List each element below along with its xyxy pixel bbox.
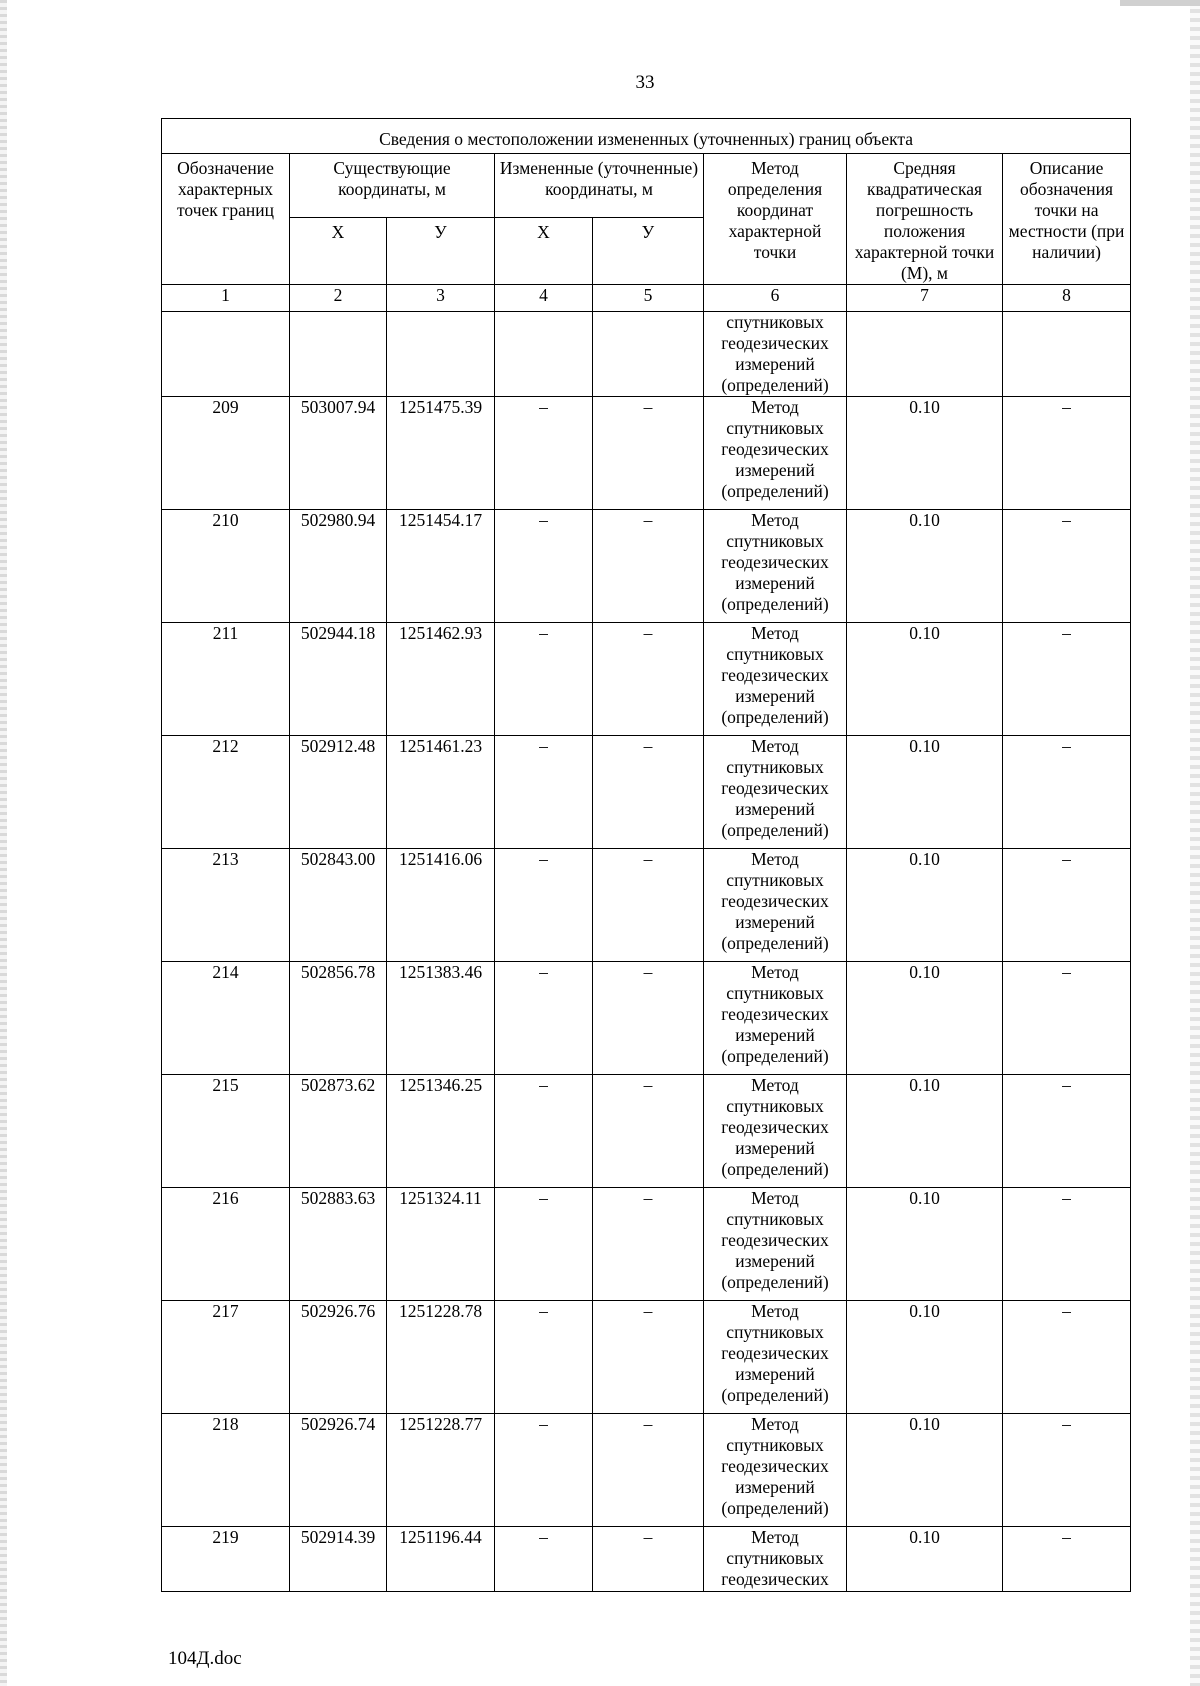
cell-method: Метод спутниковых геодезических измерений (определений) (704, 1075, 847, 1188)
footer-filename: 104Д.doc (168, 1648, 242, 1669)
table-title: Сведения о местоположении измененных (уточненных) границ объекта (162, 119, 1131, 154)
cell-y: 1251228.77 (387, 1414, 495, 1527)
cell-new-x: – (495, 397, 593, 510)
cell-y: 1251462.93 (387, 623, 495, 736)
table-row (162, 736, 1131, 849)
cell-x: 502914.39 (290, 1527, 387, 1592)
cell-x: 503007.94 (290, 397, 387, 510)
scan-edge-left (0, 0, 7, 1686)
cell-description: – (1003, 510, 1131, 623)
column-number: 7 (847, 285, 1003, 312)
cell-new-y: – (593, 1301, 704, 1414)
cell-point: 210 (162, 510, 290, 623)
table-row (162, 510, 1131, 623)
cell-new-x: – (495, 962, 593, 1075)
cell-method: Метод спутниковых геодезических измерений (определений) (704, 623, 847, 736)
cell-y: 1251461.23 (387, 736, 495, 849)
cell-method: Метод спутниковых геодезических измерений (определений) (704, 1414, 847, 1527)
table-row (162, 1075, 1131, 1188)
cell-method: Метод спутниковых геодезических измерений (определений) (704, 736, 847, 849)
cell-new-y: – (593, 510, 704, 623)
table-row (162, 397, 1131, 510)
cell-description: – (1003, 1527, 1131, 1592)
cell-new-x: – (495, 623, 593, 736)
cell-description: – (1003, 1075, 1131, 1188)
cell-x: 502912.48 (290, 736, 387, 849)
cell-method: Метод спутниковых геодезических измерений (определений) (704, 849, 847, 962)
cell-new-y: – (593, 623, 704, 736)
cell-description: – (1003, 849, 1131, 962)
table-row (162, 962, 1131, 1075)
cell-new-y: – (593, 1527, 704, 1592)
cell-new-y: – (593, 962, 704, 1075)
cell-new-y: – (593, 1075, 704, 1188)
cell-point: 216 (162, 1188, 290, 1301)
cell-x: 502926.76 (290, 1301, 387, 1414)
cell-description: – (1003, 962, 1131, 1075)
cell-error: 0.10 (847, 1301, 1003, 1414)
cell-x: 502873.62 (290, 1075, 387, 1188)
column-number: 4 (495, 285, 593, 312)
header-changed-y: У (593, 218, 704, 285)
cell-empty (1003, 312, 1131, 397)
cell-method: Метод спутниковых геодезических измерений (определений) (704, 1301, 847, 1414)
cell-point: 211 (162, 623, 290, 736)
cell-point: 217 (162, 1301, 290, 1414)
cell-x: 502926.74 (290, 1414, 387, 1527)
cell-y: 1251383.46 (387, 962, 495, 1075)
cell-description: – (1003, 1188, 1131, 1301)
cell-new-x: – (495, 510, 593, 623)
cell-point: 212 (162, 736, 290, 849)
scan-edge-right (1190, 0, 1200, 1686)
cell-x: 502843.00 (290, 849, 387, 962)
cell-point: 215 (162, 1075, 290, 1188)
cell-error: 0.10 (847, 510, 1003, 623)
cell-point: 209 (162, 397, 290, 510)
column-number: 8 (1003, 285, 1131, 312)
cell-y: 1251416.06 (387, 849, 495, 962)
cell-error: 0.10 (847, 1075, 1003, 1188)
cell-new-x: – (495, 1301, 593, 1414)
table-row (162, 1414, 1131, 1527)
cell-new-y: – (593, 849, 704, 962)
cell-empty (495, 312, 593, 397)
header-method: Метод определения координат характерной точки (704, 154, 847, 285)
cell-method: Метод спутниковых геодезических измерений (определений) (704, 397, 847, 510)
cell-method: Метод спутниковых геодезических измерений (определений) (704, 510, 847, 623)
cell-empty (162, 312, 290, 397)
cell-empty (387, 312, 495, 397)
column-number: 5 (593, 285, 704, 312)
cell-point: 219 (162, 1527, 290, 1592)
header-mean-square-error: Средняя квадратическая погрешность положения характерной точки (М), м (847, 154, 1003, 285)
column-number: 1 (162, 285, 290, 312)
cell-y: 1251324.11 (387, 1188, 495, 1301)
header-existing-y: У (387, 218, 495, 285)
column-numbers-row (162, 285, 1131, 312)
page-number: 33 (635, 72, 655, 93)
header-changed-coordinates: Измененные (уточненные) координаты, м (495, 154, 704, 218)
cell-method: Метод спутниковых геодезических измерений (определений) (704, 962, 847, 1075)
cell-new-x: – (495, 736, 593, 849)
cell-y: 1251475.39 (387, 397, 495, 510)
cell-x: 502944.18 (290, 623, 387, 736)
header-existing-coordinates: Существующие координаты, м (290, 154, 495, 218)
cell-description: – (1003, 736, 1131, 849)
table-row (162, 1527, 1131, 1592)
cell-error: 0.10 (847, 1188, 1003, 1301)
cell-y: 1251196.44 (387, 1527, 495, 1592)
cell-method: Метод спутниковых геодезических (704, 1527, 847, 1592)
cell-description: – (1003, 1414, 1131, 1527)
cell-empty (847, 312, 1003, 397)
cell-point: 214 (162, 962, 290, 1075)
cell-x: 502883.63 (290, 1188, 387, 1301)
cell-new-x: – (495, 1527, 593, 1592)
cell-new-x: – (495, 1414, 593, 1527)
table-row (162, 623, 1131, 736)
table-body (162, 119, 1131, 1592)
cell-new-y: – (593, 1188, 704, 1301)
cell-new-y: – (593, 736, 704, 849)
scan-edge-top (1120, 0, 1200, 6)
cell-point: 218 (162, 1414, 290, 1527)
cell-error: 0.10 (847, 1527, 1003, 1592)
header-existing-x: Х (290, 218, 387, 285)
cell-error: 0.10 (847, 623, 1003, 736)
header-description: Описание обозначения точки на местности (при наличии) (1003, 154, 1131, 285)
table-row (162, 1188, 1131, 1301)
cell-new-y: – (593, 397, 704, 510)
cell-method: спутниковых геодезических измерений (определений) (704, 312, 847, 397)
cell-description: – (1003, 623, 1131, 736)
cell-error: 0.10 (847, 1414, 1003, 1527)
cell-description: – (1003, 397, 1131, 510)
cell-new-y: – (593, 1414, 704, 1527)
cell-new-x: – (495, 1188, 593, 1301)
column-number: 2 (290, 285, 387, 312)
column-number: 3 (387, 285, 495, 312)
table-row (162, 1301, 1131, 1414)
header-point-designation: Обозначение характерных точек границ (162, 154, 290, 285)
cell-new-x: – (495, 849, 593, 962)
cell-description: – (1003, 1301, 1131, 1414)
boundary-points-table (161, 118, 1131, 1592)
cell-error: 0.10 (847, 849, 1003, 962)
cell-y: 1251454.17 (387, 510, 495, 623)
cell-point: 213 (162, 849, 290, 962)
table-row (162, 849, 1131, 962)
cell-method: Метод спутниковых геодезических измерений (определений) (704, 1188, 847, 1301)
continuation-row (162, 312, 1131, 397)
cell-new-x: – (495, 1075, 593, 1188)
cell-error: 0.10 (847, 962, 1003, 1075)
cell-y: 1251228.78 (387, 1301, 495, 1414)
header-changed-x: Х (495, 218, 593, 285)
cell-x: 502856.78 (290, 962, 387, 1075)
cell-x: 502980.94 (290, 510, 387, 623)
cell-y: 1251346.25 (387, 1075, 495, 1188)
cell-error: 0.10 (847, 397, 1003, 510)
column-number: 6 (704, 285, 847, 312)
cell-empty (290, 312, 387, 397)
cell-error: 0.10 (847, 736, 1003, 849)
cell-empty (593, 312, 704, 397)
